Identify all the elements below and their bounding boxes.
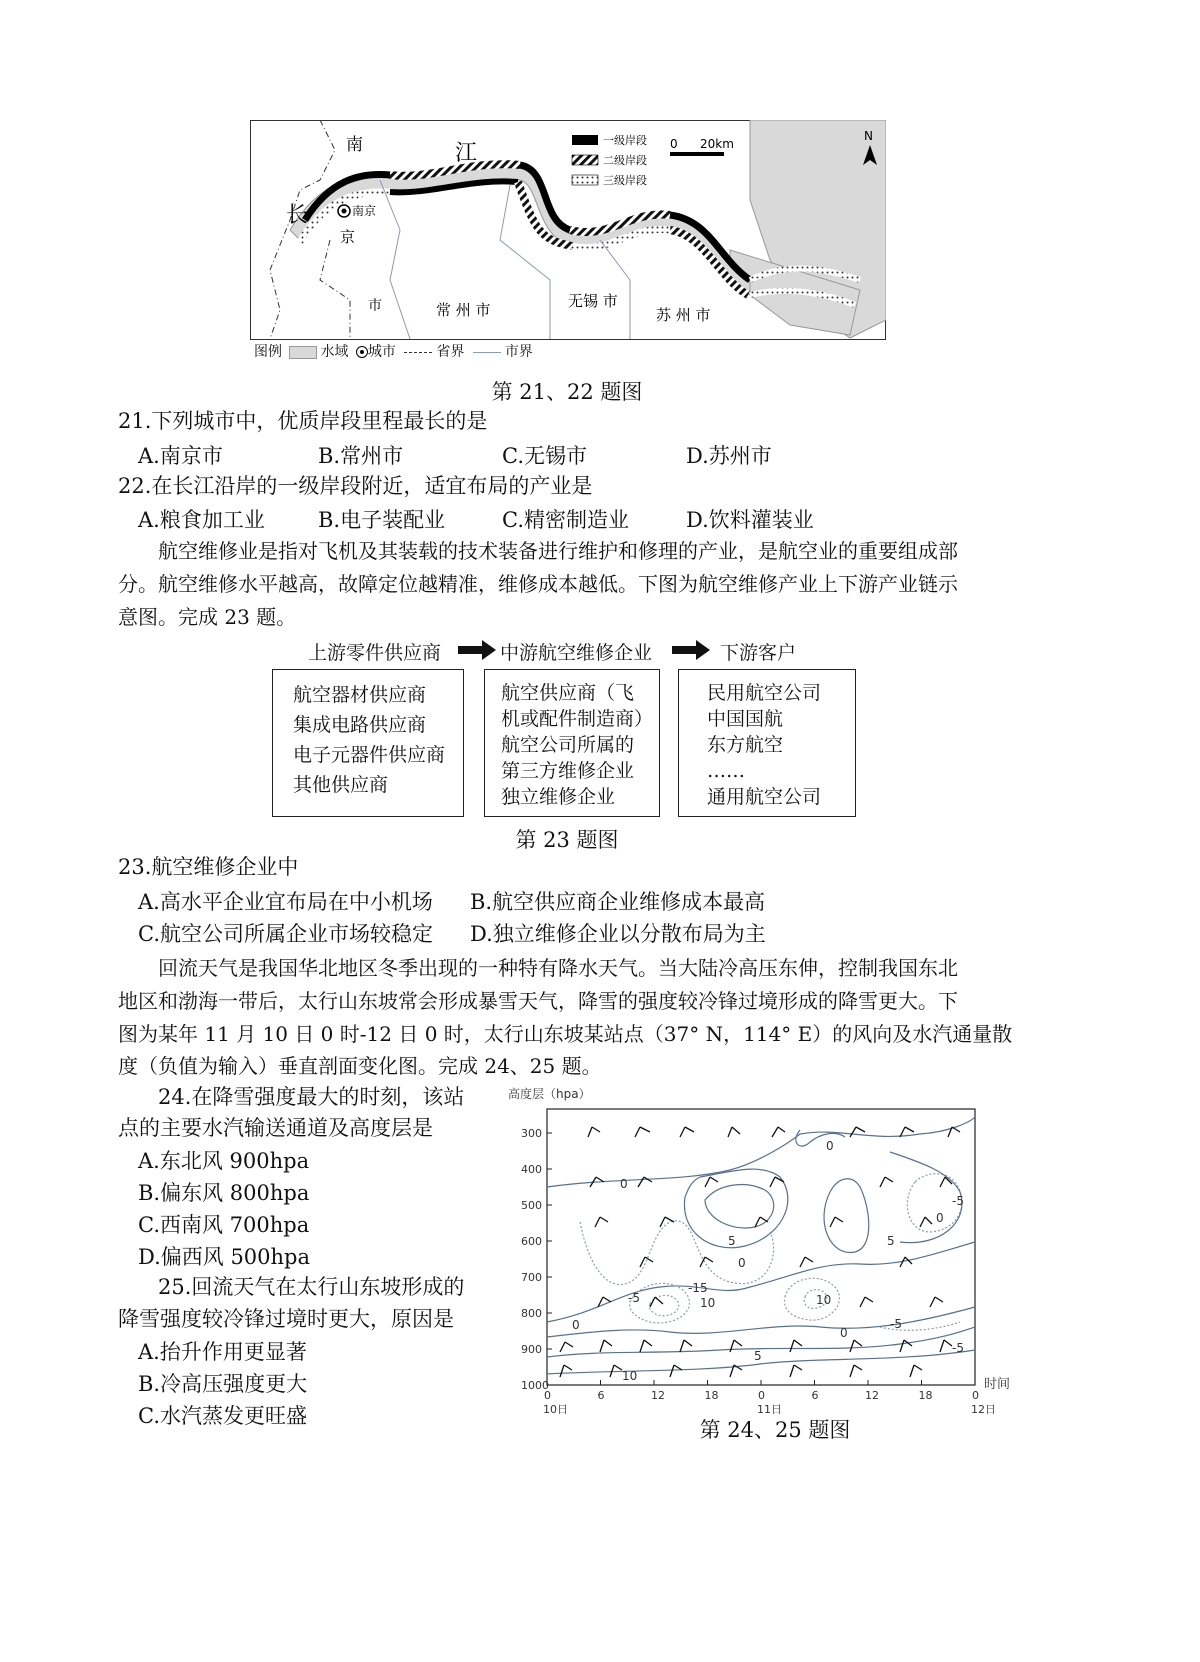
q22-option-d: D.饮料灌装业 <box>686 508 814 532</box>
label-shi: 市 <box>368 298 382 314</box>
q25-stem-line1: 25.回流天气在太行山东坡形成的 <box>158 1275 465 1299</box>
q23-option-a: A.高水平企业宜布局在中小机场 <box>138 890 433 914</box>
q23-stem: 23.航空维修企业中 <box>118 855 299 879</box>
legend-water: 水域 <box>320 344 349 360</box>
q22-stem: 22.在长江沿岸的一级岸段附近，适宜布局的产业是 <box>118 474 593 498</box>
city-symbol-icon <box>356 346 368 358</box>
label-jing: 京 <box>340 228 356 246</box>
passage2-line2: 地区和渤海一带后，太行山东坡常会形成暴雪天气，降雪的强度较冷锋过境形成的降雪更大。下 <box>118 989 958 1013</box>
contour-label: 5 <box>754 1349 762 1363</box>
legend-title: 图例 <box>254 344 282 360</box>
north-label: N <box>864 129 873 143</box>
downstream-item: …… <box>707 760 745 782</box>
passage2-line1: 回流天气是我国华北地区冬季出现的一种特有降水天气。当大陆冷高压东伸，控制我国东北 <box>158 956 958 980</box>
x-tick-label: 0 <box>758 1389 765 1402</box>
midstream-item: 独立维修企业 <box>501 786 616 808</box>
contour-label: -5 <box>952 1341 964 1355</box>
contour-label: 10 <box>700 1296 716 1310</box>
wind-flux-chart <box>500 1082 1030 1422</box>
legend-grade1: 一级岸段 <box>603 134 647 147</box>
label-nan: 南 <box>346 135 363 155</box>
x-tick-label: 6 <box>597 1389 605 1402</box>
x-tick-label: 12 <box>865 1389 879 1402</box>
box-downstream <box>678 669 856 817</box>
contour-label: 0 <box>936 1211 944 1225</box>
q23-option-c: C.航空公司所属企业市场较稳定 <box>138 922 433 946</box>
box-upstream <box>272 669 464 817</box>
x-tick-label: 6 <box>811 1389 819 1402</box>
x-tick-label: 12 <box>651 1389 665 1402</box>
label-wuxi: 无锡 市 <box>568 292 618 310</box>
midstream-item: 机或配件制造商） <box>501 708 654 730</box>
q23-option-b: B.航空供应商企业维修成本最高 <box>470 890 766 914</box>
contour-label: 0 <box>738 1256 746 1270</box>
legend-city-border: 市界 <box>504 344 533 360</box>
contour-label: 0 <box>840 1326 848 1340</box>
y-tick-label: 400 <box>521 1163 542 1176</box>
contour-label: -5 <box>952 1194 964 1208</box>
midstream-item: 第三方维修企业 <box>501 760 635 782</box>
contour-label: -15 <box>688 1281 708 1295</box>
scale-zero: 0 <box>670 137 678 151</box>
y-tick-label: 700 <box>521 1271 542 1284</box>
x-tick-label: 0 <box>972 1389 979 1402</box>
midstream-item: 航空公司所属的 <box>501 734 635 756</box>
label-changzhou: 常 州 市 <box>436 301 491 319</box>
label-jiang: 江 <box>455 141 478 166</box>
passage1-line1: 航空维修业是指对飞机及其装载的技术装备进行维护和修理的产业，是航空业的重要组成部 <box>158 539 958 563</box>
upstream-item: 电子元器件供应商 <box>293 744 446 766</box>
day-label: 10日 <box>543 1403 568 1416</box>
q24-stem-line1: 24.在降雪强度最大的时刻，该站 <box>158 1085 465 1109</box>
q21-option-c: C.无锡市 <box>502 444 587 468</box>
day-label: 11日 <box>757 1403 782 1416</box>
passage2-line3: 图为某年 11 月 10 日 0 时-12 日 0 时，太行山东坡某站点（37° N，114° E）的风向及水汽通量散 <box>118 1022 1013 1046</box>
q24-option-b: B.偏东风 800hpa <box>138 1181 310 1205</box>
contour-label: 10 <box>622 1369 638 1383</box>
q21-option-b: B.常州市 <box>318 444 404 468</box>
contour-label: 5 <box>887 1234 895 1248</box>
contour-label: 5 <box>728 1234 736 1248</box>
flow-header-upstream: 上游零件供应商 <box>308 642 442 664</box>
flow-header-downstream: 下游客户 <box>720 642 797 664</box>
passage1-line2: 分。航空维修水平越高，故障定位越精准，维修成本越低。下图为航空维修产业上下游产业链示 <box>118 572 958 596</box>
contour-label: -5 <box>890 1317 902 1331</box>
q25-option-c: C.水汽蒸发更旺盛 <box>138 1404 307 1428</box>
x-tick-label: 18 <box>918 1389 933 1402</box>
downstream-item: 东方航空 <box>707 734 784 756</box>
q21-stem: 21.下列城市中，优质岸段里程最长的是 <box>118 409 488 433</box>
y-tick-label: 800 <box>521 1307 542 1320</box>
box-midstream <box>484 669 660 817</box>
q21-option-a: A.南京市 <box>138 444 223 468</box>
q24-option-d: D.偏西风 500hpa <box>138 1245 311 1269</box>
passage2-line4: 度（负值为输入）垂直剖面变化图。完成 24、25 题。 <box>118 1054 602 1078</box>
contour-label: 0 <box>620 1177 628 1191</box>
y-tick-label: 900 <box>521 1343 542 1356</box>
caption-21-22: 第 21、22 题图 <box>491 380 643 404</box>
legend-grade3: 三级岸段 <box>603 174 647 187</box>
y-tick-label: 1000 <box>521 1379 549 1392</box>
contour-label: 10 <box>816 1293 832 1307</box>
y-tick-label: 500 <box>521 1199 542 1212</box>
y-tick-label: 300 <box>521 1127 542 1140</box>
q24-option-a: A.东北风 900hpa <box>138 1149 310 1173</box>
q24-stem-line2: 点的主要水汽输送通道及高度层是 <box>118 1116 433 1140</box>
q23-option-d: D.独立维修企业以分散布局为主 <box>470 922 766 946</box>
label-suzhou: 苏 州 市 <box>656 306 711 324</box>
contour-label: 0 <box>572 1318 580 1332</box>
river-map <box>250 120 886 340</box>
downstream-item: 民用航空公司 <box>707 682 822 704</box>
arrow-right-icon <box>672 640 712 660</box>
map-legend <box>254 341 533 361</box>
flow-header-midstream: 中游航空维修企业 <box>500 642 653 664</box>
x-tick-label: 0 <box>544 1389 551 1402</box>
passage1-line3: 意图。完成 23 题。 <box>118 605 297 629</box>
water-swatch <box>289 346 317 359</box>
q22-option-b: B.电子装配业 <box>318 508 446 532</box>
q22-option-c: C.精密制造业 <box>502 508 629 532</box>
caption-24-25: 第 24、25 题图 <box>699 1418 851 1442</box>
chart-xlabel: 时间 <box>984 1377 1011 1392</box>
label-city-nanjing: 南京 <box>352 204 377 218</box>
scale-dist: 20km <box>700 137 734 151</box>
contour-label: -5 <box>628 1291 640 1305</box>
label-chang: 长 <box>286 203 309 228</box>
q25-option-b: B.冷高压强度更大 <box>138 1372 308 1396</box>
downstream-item: 中国国航 <box>707 708 784 730</box>
upstream-item: 航空器材供应商 <box>293 684 427 706</box>
contour-label: 0 <box>826 1139 834 1153</box>
upstream-item: 其他供应商 <box>293 774 389 796</box>
q24-option-c: C.西南风 700hpa <box>138 1213 310 1237</box>
q25-stem-line2: 降雪强度较冷锋过境时更大，原因是 <box>118 1307 454 1331</box>
midstream-item: 航空供应商（飞 <box>501 682 635 704</box>
chart-ylabel: 高度层（hpa） <box>508 1087 591 1101</box>
q25-option-a: A.抬升作用更显著 <box>138 1340 307 1364</box>
day-label: 12日 <box>971 1403 996 1416</box>
arrow-right-icon <box>458 640 498 660</box>
downstream-item: 通用航空公司 <box>707 786 822 808</box>
q22-option-a: A.粮食加工业 <box>138 508 265 532</box>
plot-frame <box>547 1109 975 1385</box>
upstream-item: 集成电路供应商 <box>293 714 427 736</box>
legend-city: 城市 <box>367 344 396 360</box>
city-border-line-icon <box>473 352 501 353</box>
y-tick-label: 600 <box>521 1235 542 1248</box>
x-tick-label: 18 <box>704 1389 719 1402</box>
q21-option-d: D.苏州市 <box>686 444 772 468</box>
legend-province: 省界 <box>436 344 465 360</box>
caption-23: 第 23 题图 <box>515 828 619 852</box>
legend-grade2: 二级岸段 <box>603 154 647 167</box>
province-line-icon <box>404 352 432 353</box>
